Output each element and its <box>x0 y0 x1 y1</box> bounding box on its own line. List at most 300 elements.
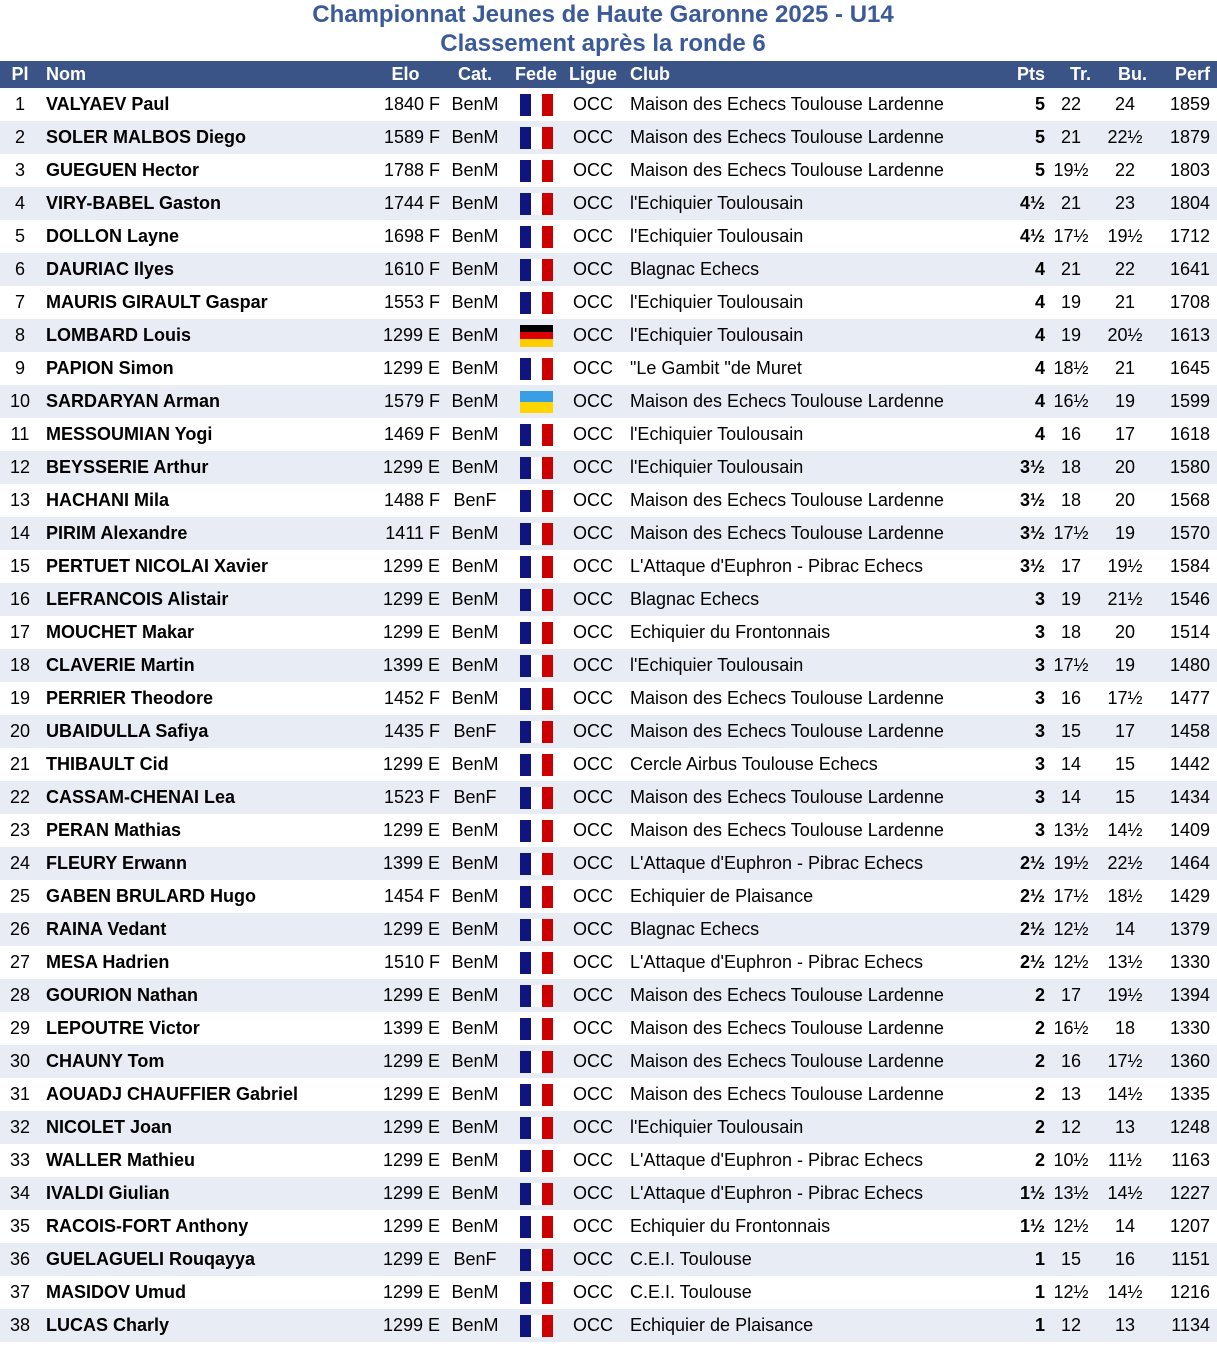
flag-france-icon <box>520 226 553 248</box>
flag-france-icon <box>520 490 553 512</box>
table-row[interactable] <box>0 616 1217 649</box>
federation <box>510 385 562 418</box>
ligue: OCC <box>573 1150 613 1170</box>
tiebreak-bu: 20 <box>1114 457 1136 477</box>
column-header-pl[interactable]: Pl <box>11 64 29 84</box>
player-name[interactable]: VALYAEV Paul <box>46 94 170 114</box>
rank: 11 <box>10 424 30 444</box>
category: BenM <box>451 1117 499 1137</box>
player-name[interactable]: GUEGUEN Hector <box>46 160 200 180</box>
club-name: Blagnac Echecs <box>630 259 760 279</box>
tiebreak-bu: 20 <box>1114 490 1136 510</box>
elo-rating: 1840 F <box>383 94 440 114</box>
flag-france-icon <box>520 985 553 1007</box>
table-row[interactable] <box>0 880 1217 913</box>
ligue: OCC <box>573 457 613 477</box>
points: 4 <box>1034 391 1045 411</box>
player-name[interactable]: RAINA Vedant <box>46 919 167 939</box>
table-row[interactable] <box>0 352 1217 385</box>
club-name: Cercle Airbus Toulouse Echecs <box>630 754 878 774</box>
ligue: OCC <box>573 589 613 609</box>
federation <box>510 1045 562 1078</box>
tiebreak-bu: 17 <box>1114 721 1136 741</box>
performance: 1804 <box>1169 193 1210 213</box>
tiebreak-bu: 22½ <box>1107 127 1143 147</box>
flag-france-icon <box>520 1315 553 1337</box>
club-name: Echiquier de Plaisance <box>630 886 814 906</box>
elo-rating: 1454 F <box>383 886 440 906</box>
tiebreak-tr: 19½ <box>1053 853 1089 873</box>
flag-france-icon <box>520 919 553 941</box>
club-name: Blagnac Echecs <box>630 589 760 609</box>
table-row[interactable] <box>0 1078 1217 1111</box>
federation <box>510 253 562 286</box>
table-row[interactable] <box>0 682 1217 715</box>
rank: 17 <box>9 622 31 642</box>
club-name: Echiquier du Frontonnais <box>630 622 831 642</box>
table-row[interactable] <box>0 1144 1217 1177</box>
elo-rating: 1579 F <box>383 391 440 411</box>
player-name[interactable]: MAURIS GIRAULT Gaspar <box>46 292 268 312</box>
ligue: OCC <box>573 1051 613 1071</box>
table-row[interactable] <box>0 583 1217 616</box>
performance: 1163 <box>1171 1150 1210 1170</box>
column-header-nom[interactable]: Nom <box>46 64 86 84</box>
rank: 16 <box>9 589 31 609</box>
player-name[interactable]: SOLER MALBOS Diego <box>46 127 247 147</box>
federation <box>510 1276 562 1309</box>
player-name[interactable]: GABEN BRULARD Hugo <box>46 886 256 906</box>
tiebreak-bu: 19 <box>1114 391 1136 411</box>
flag-france-icon <box>520 1216 553 1238</box>
player-name[interactable]: PAPION Simon <box>46 358 174 378</box>
rank: 22 <box>9 787 31 807</box>
tiebreak-bu: 17 <box>1114 424 1136 444</box>
rank: 28 <box>9 985 31 1005</box>
category: BenM <box>451 754 499 774</box>
category: BenF <box>453 787 497 807</box>
table-row[interactable] <box>0 1012 1217 1045</box>
points: 2 <box>1034 1018 1045 1038</box>
elo-rating: 1698 F <box>383 226 440 246</box>
rank: 9 <box>14 358 25 378</box>
table-row[interactable] <box>0 418 1217 451</box>
points: 1½ <box>1019 1183 1045 1203</box>
category: BenM <box>451 622 499 642</box>
table-row[interactable] <box>0 748 1217 781</box>
rank: 1 <box>14 94 25 114</box>
tiebreak-tr: 12 <box>1060 1315 1082 1335</box>
category: BenM <box>451 226 499 246</box>
page-subtitle: Classement après la ronde 6 <box>440 30 766 57</box>
flag-france-icon <box>520 1018 553 1040</box>
tiebreak-bu: 21 <box>1114 358 1136 378</box>
header-row <box>0 61 1217 88</box>
rank: 15 <box>9 556 31 576</box>
player-name[interactable]: SARDARYAN Arman <box>46 391 221 411</box>
tiebreak-bu: 16 <box>1114 1249 1136 1269</box>
performance: 1442 <box>1169 754 1210 774</box>
federation <box>510 1309 562 1342</box>
standings-table-header <box>0 61 1217 88</box>
player-name[interactable]: LOMBARD Louis <box>46 325 191 345</box>
tiebreak-tr: 12 <box>1060 1117 1082 1137</box>
performance: 1394 <box>1169 985 1210 1005</box>
table-row[interactable] <box>0 1309 1217 1342</box>
player-name[interactable]: LEPOUTRE Victor <box>46 1018 200 1038</box>
tiebreak-bu: 22 <box>1114 259 1136 279</box>
tiebreak-tr: 12½ <box>1053 1216 1089 1236</box>
ligue: OCC <box>573 226 613 246</box>
player-name[interactable]: UBAIDULLA Safiya <box>46 721 209 741</box>
points: 3 <box>1034 589 1045 609</box>
elo-rating: 1299 E <box>382 919 440 939</box>
flag-france-icon <box>520 457 553 479</box>
table-row[interactable] <box>0 286 1217 319</box>
points: 4 <box>1034 325 1045 345</box>
elo-rating: 1299 E <box>382 1249 440 1269</box>
category: BenM <box>451 292 499 312</box>
federation <box>510 913 562 946</box>
elo-rating: 1788 F <box>383 160 440 180</box>
category: BenF <box>453 721 497 741</box>
table-row[interactable] <box>0 1210 1217 1243</box>
flag-france-icon <box>520 655 553 677</box>
category: BenM <box>451 886 499 906</box>
performance: 1151 <box>1171 1249 1210 1269</box>
player-name[interactable]: GUELAGUELI Rouqayya <box>46 1249 256 1269</box>
player-name[interactable]: LUCAS Charly <box>46 1315 170 1335</box>
column-header-bu[interactable]: Bu. <box>1118 64 1147 84</box>
performance: 1514 <box>1169 622 1210 642</box>
category: BenM <box>451 523 499 543</box>
points: 1 <box>1034 1282 1045 1302</box>
club-name: Maison des Echecs Toulouse Lardenne <box>630 985 944 1005</box>
page-header <box>0 0 1206 61</box>
player-name[interactable]: VIRY-BABEL Gaston <box>46 193 222 213</box>
table-row[interactable] <box>0 979 1217 1012</box>
tiebreak-tr: 17½ <box>1053 886 1089 906</box>
tiebreak-tr: 13½ <box>1053 1183 1089 1203</box>
flag-france-icon <box>520 754 553 776</box>
flag-germany-icon <box>520 325 553 347</box>
category: BenM <box>451 94 499 114</box>
performance: 1227 <box>1169 1183 1210 1203</box>
rank: 21 <box>9 754 31 774</box>
table-row[interactable] <box>0 913 1217 946</box>
category: BenM <box>451 952 499 972</box>
player-name[interactable]: CLAVERIE Martin <box>46 655 195 675</box>
table-row[interactable] <box>0 1243 1217 1276</box>
player-name[interactable]: DAURIAC Ilyes <box>46 259 175 279</box>
rank: 35 <box>9 1216 31 1236</box>
player-name[interactable]: BEYSSERIE Arthur <box>46 457 209 477</box>
tiebreak-bu: 19½ <box>1107 226 1143 246</box>
performance: 1335 <box>1169 1084 1210 1104</box>
ligue: OCC <box>573 721 613 741</box>
player-name[interactable]: MESA Hadrien <box>46 952 170 972</box>
player-name[interactable]: MOUCHET Makar <box>46 622 195 642</box>
elo-rating: 1299 E <box>382 1315 440 1335</box>
points: 1 <box>1034 1315 1045 1335</box>
player-name[interactable]: PERTUET NICOLAI Xavier <box>46 556 269 576</box>
federation <box>510 451 562 484</box>
category: BenM <box>451 589 499 609</box>
flag-france-icon <box>520 787 553 809</box>
club-name: l'Echiquier Toulousain <box>630 325 804 345</box>
points: 4½ <box>1019 193 1045 213</box>
tiebreak-bu: 15 <box>1114 787 1136 807</box>
tiebreak-tr: 17 <box>1060 556 1082 576</box>
table-row[interactable] <box>0 154 1217 187</box>
ligue: OCC <box>573 754 613 774</box>
tiebreak-bu: 14½ <box>1107 1282 1143 1302</box>
player-name[interactable]: THIBAULT Cid <box>46 754 169 774</box>
rank: 18 <box>9 655 31 675</box>
federation <box>510 1144 562 1177</box>
ligue: OCC <box>573 358 613 378</box>
rank: 23 <box>9 820 31 840</box>
tiebreak-tr: 21 <box>1060 127 1082 147</box>
elo-rating: 1299 E <box>382 820 440 840</box>
table-row[interactable] <box>0 550 1217 583</box>
tiebreak-tr: 10½ <box>1053 1150 1089 1170</box>
tiebreak-bu: 20½ <box>1107 325 1143 345</box>
federation <box>510 847 562 880</box>
table-row[interactable] <box>0 715 1217 748</box>
table-row[interactable] <box>0 814 1217 847</box>
tiebreak-tr: 14 <box>1060 754 1082 774</box>
performance: 1379 <box>1169 919 1210 939</box>
performance: 1477 <box>1169 688 1210 708</box>
player-name[interactable]: DOLLON Layne <box>46 226 180 246</box>
club-name: Maison des Echecs Toulouse Lardenne <box>630 1051 944 1071</box>
tiebreak-bu: 19 <box>1114 523 1136 543</box>
elo-rating: 1488 F <box>383 490 440 510</box>
player-name[interactable]: CHAUNY Tom <box>46 1051 165 1071</box>
column-header-pts[interactable]: Pts <box>1016 64 1045 84</box>
table-row[interactable] <box>0 88 1217 121</box>
ligue: OCC <box>573 853 613 873</box>
federation <box>510 616 562 649</box>
federation <box>510 121 562 154</box>
federation <box>510 484 562 517</box>
points: 1½ <box>1019 1216 1045 1236</box>
player-name[interactable]: WALLER Mathieu <box>46 1150 195 1170</box>
tiebreak-tr: 18½ <box>1053 358 1089 378</box>
flag-france-icon <box>520 1051 553 1073</box>
flag-france-icon <box>520 886 553 908</box>
column-header-club[interactable]: Club <box>630 64 670 84</box>
points: 5 <box>1034 94 1045 114</box>
elo-rating: 1452 F <box>383 688 440 708</box>
points: 3½ <box>1019 457 1045 477</box>
player-name[interactable]: HACHANI Mila <box>46 490 170 510</box>
category: BenM <box>451 820 499 840</box>
performance: 1480 <box>1169 655 1210 675</box>
player-name[interactable]: PIRIM Alexandre <box>46 523 188 543</box>
tiebreak-bu: 19 <box>1114 655 1136 675</box>
tiebreak-tr: 13½ <box>1053 820 1089 840</box>
federation <box>510 583 562 616</box>
elo-rating: 1399 E <box>382 853 440 873</box>
rank: 10 <box>9 391 31 411</box>
flag-france-icon <box>520 589 553 611</box>
elo-rating: 1399 E <box>382 655 440 675</box>
table-row[interactable] <box>0 451 1217 484</box>
performance: 1584 <box>1169 556 1210 576</box>
player-name[interactable]: AOUADJ CHAUFFIER Gabriel <box>46 1084 299 1104</box>
points: 3 <box>1034 688 1045 708</box>
table-row[interactable] <box>0 484 1217 517</box>
federation <box>510 946 562 979</box>
club-name: Echiquier du Frontonnais <box>630 1216 831 1236</box>
elo-rating: 1299 E <box>382 622 440 642</box>
elo-rating: 1589 F <box>383 127 440 147</box>
table-row[interactable] <box>0 847 1217 880</box>
flag-france-icon <box>520 259 553 281</box>
player-name[interactable]: PERAN Mathias <box>46 820 182 840</box>
performance: 1613 <box>1169 325 1210 345</box>
performance: 1645 <box>1169 358 1210 378</box>
table-row[interactable] <box>0 946 1217 979</box>
table-row[interactable] <box>0 121 1217 154</box>
points: 2 <box>1034 1084 1045 1104</box>
points: 2 <box>1034 1051 1045 1071</box>
federation <box>510 715 562 748</box>
rank: 27 <box>9 952 31 972</box>
ligue: OCC <box>573 952 613 972</box>
player-name[interactable]: RACOIS-FORT Anthony <box>46 1216 249 1236</box>
points: 5 <box>1034 160 1045 180</box>
federation <box>510 814 562 847</box>
player-name[interactable]: IVALDI Giulian <box>46 1183 170 1203</box>
tiebreak-bu: 14½ <box>1107 1084 1143 1104</box>
points: 2½ <box>1019 952 1045 972</box>
elo-rating: 1299 E <box>382 1282 440 1302</box>
federation <box>510 187 562 220</box>
elo-rating: 1299 E <box>382 325 440 345</box>
table-row[interactable] <box>0 1276 1217 1309</box>
table-row[interactable] <box>0 1045 1217 1078</box>
category: BenM <box>451 1183 499 1203</box>
rank: 3 <box>14 160 25 180</box>
elo-rating: 1553 F <box>383 292 440 312</box>
tiebreak-bu: 22 <box>1114 160 1136 180</box>
column-header-perf[interactable]: Perf <box>1174 64 1210 84</box>
category: BenM <box>451 160 499 180</box>
points: 2½ <box>1019 853 1045 873</box>
table-row[interactable] <box>0 385 1217 418</box>
flag-france-icon <box>520 94 553 116</box>
club-name: l'Echiquier Toulousain <box>630 457 804 477</box>
performance: 1134 <box>1171 1315 1210 1335</box>
table-row[interactable] <box>0 253 1217 286</box>
category: BenM <box>451 325 499 345</box>
table-row[interactable] <box>0 517 1217 550</box>
club-name: "Le Gambit "de Muret <box>630 358 802 378</box>
federation <box>510 1243 562 1276</box>
performance: 1879 <box>1169 127 1210 147</box>
player-name[interactable]: FLEURY Erwann <box>46 853 188 873</box>
club-name: Maison des Echecs Toulouse Lardenne <box>630 490 944 510</box>
flag-france-icon <box>520 1150 553 1172</box>
tiebreak-tr: 16½ <box>1053 391 1089 411</box>
ligue: OCC <box>573 1315 613 1335</box>
player-name[interactable]: NICOLET Joan <box>46 1117 173 1137</box>
federation <box>510 682 562 715</box>
club-name: Blagnac Echecs <box>630 919 760 939</box>
elo-rating: 1299 E <box>382 1216 440 1236</box>
tiebreak-bu: 15 <box>1114 754 1136 774</box>
tiebreak-tr: 17½ <box>1053 655 1089 675</box>
player-name[interactable]: MESSOUMIAN Yogi <box>46 424 213 444</box>
tiebreak-bu: 13 <box>1114 1315 1136 1335</box>
tiebreak-bu: 14½ <box>1107 820 1143 840</box>
column-header-elo[interactable]: Elo <box>391 64 420 84</box>
rank: 2 <box>14 127 25 147</box>
ligue: OCC <box>573 820 613 840</box>
player-name[interactable]: GOURION Nathan <box>46 985 199 1005</box>
player-name[interactable]: LEFRANCOIS Alistair <box>46 589 229 609</box>
category: BenM <box>451 1216 499 1236</box>
club-name: Maison des Echecs Toulouse Lardenne <box>630 787 944 807</box>
column-header-tr[interactable]: Tr. <box>1069 64 1091 84</box>
tiebreak-bu: 13½ <box>1107 952 1143 972</box>
table-row[interactable] <box>0 220 1217 253</box>
performance: 1330 <box>1169 1018 1210 1038</box>
club-name: L'Attaque d'Euphron - Pibrac Echecs <box>630 556 924 576</box>
category: BenM <box>451 1018 499 1038</box>
player-name[interactable]: PERRIER Theodore <box>46 688 214 708</box>
table-row[interactable] <box>0 319 1217 352</box>
tiebreak-bu: 23 <box>1114 193 1136 213</box>
player-name[interactable]: CASSAM-CHENAI Lea <box>46 787 236 807</box>
ligue: OCC <box>573 94 613 114</box>
table-row[interactable] <box>0 187 1217 220</box>
performance: 1434 <box>1169 787 1210 807</box>
elo-rating: 1299 E <box>382 1117 440 1137</box>
player-name[interactable]: MASIDOV Umud <box>46 1282 187 1302</box>
column-header-ligue[interactable]: Ligue <box>569 64 617 84</box>
points: 4 <box>1034 292 1045 312</box>
tiebreak-bu: 19½ <box>1107 985 1143 1005</box>
rank: 20 <box>9 721 31 741</box>
club-name: Maison des Echecs Toulouse Lardenne <box>630 523 944 543</box>
category: BenM <box>451 127 499 147</box>
performance: 1803 <box>1169 160 1210 180</box>
table-row[interactable] <box>0 1177 1217 1210</box>
flag-france-icon <box>520 1249 553 1271</box>
ligue: OCC <box>573 886 613 906</box>
column-header-fede[interactable]: Fede <box>514 64 557 84</box>
table-row[interactable] <box>0 1111 1217 1144</box>
elo-rating: 1435 F <box>383 721 440 741</box>
tiebreak-bu: 18 <box>1114 1018 1136 1038</box>
column-header-cat[interactable]: Cat. <box>457 64 492 84</box>
elo-rating: 1399 E <box>382 1018 440 1038</box>
club-name: l'Echiquier Toulousain <box>630 193 804 213</box>
performance: 1712 <box>1169 226 1210 246</box>
tiebreak-tr: 16 <box>1060 424 1082 444</box>
table-row[interactable] <box>0 649 1217 682</box>
table-row[interactable] <box>0 781 1217 814</box>
tiebreak-tr: 12½ <box>1053 952 1089 972</box>
federation <box>510 286 562 319</box>
category: BenM <box>451 556 499 576</box>
points: 3½ <box>1019 490 1045 510</box>
ligue: OCC <box>573 259 613 279</box>
